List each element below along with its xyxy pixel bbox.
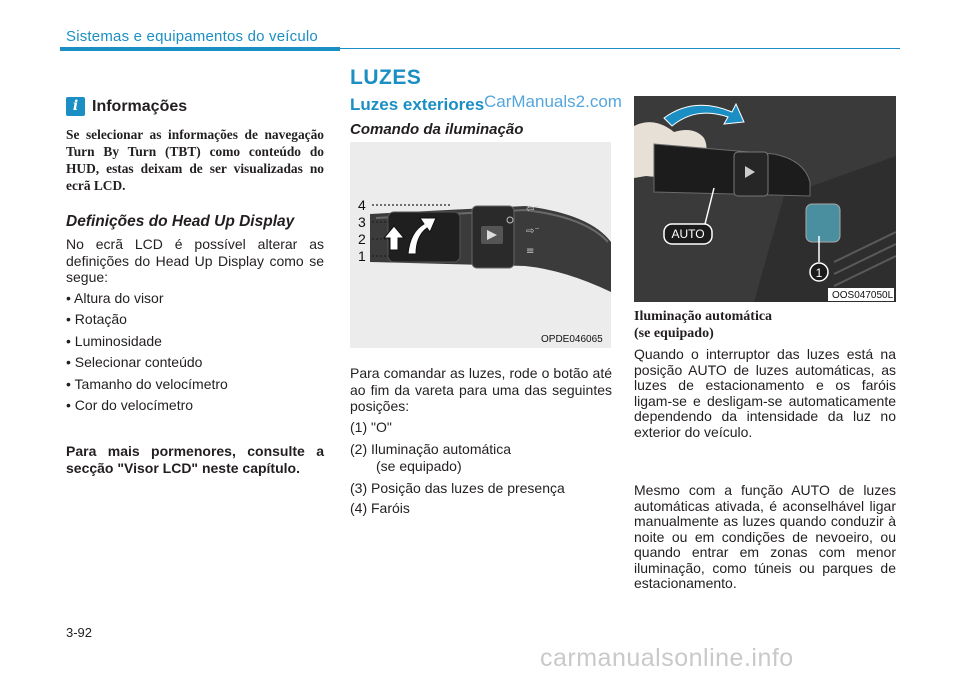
position-item-2-note: (se equipado) <box>376 458 462 474</box>
position-item-3: (3) Posição das luzes de presença <box>350 480 565 496</box>
header-rule-thin <box>340 48 900 49</box>
page-number: 3-92 <box>66 625 93 640</box>
position-item-2: (2) Iluminação automática <box>350 441 512 457</box>
lights-instructions: Para comandar as luzes, rode o botão até ao fim da vareta para uma das seguintes posições: <box>350 365 612 414</box>
hud-settings-intro: No ecrã LCD é possível alterar as definições do Head Up Display como se segue: <box>66 236 324 285</box>
marker-label-1: 1 <box>815 266 823 280</box>
svg-text:⇨⁻: ⇨⁻ <box>526 226 540 237</box>
info-icon: i <box>66 97 85 116</box>
position-label-2: 2 <box>358 231 366 247</box>
position-item-4: (4) Faróis <box>350 500 410 516</box>
subsection-title: Luzes exteriores <box>350 95 485 114</box>
auto-lighting-title-line1: Iluminação automática <box>634 309 773 324</box>
auto-callout-label: AUTO <box>671 227 705 241</box>
hud-settings-list <box>66 290 324 418</box>
info-body: Se selecionar as informações de navegação Turn By Turn (TBT) como conteúdo do HUD, estas deixam de ser visualizadas no ecrã LCD. <box>66 127 324 193</box>
page-header-title: Sistemas e equipamentos do veículo <box>66 28 318 45</box>
list-item: • Tamanho do velocímetro <box>66 375 228 392</box>
svg-text:≡: ≡ <box>526 246 535 257</box>
list-item: • Altura do visor <box>66 290 164 306</box>
list-item: • Rotação <box>66 311 127 328</box>
auto-light-figure <box>634 96 896 302</box>
figure-caption: OPDE046065 <box>541 334 603 345</box>
position-label-1: 1 <box>358 248 366 264</box>
control-title: Comando da iluminação <box>350 121 524 138</box>
auto-lighting-title <box>634 308 772 342</box>
auto-lighting-para1: Quando o interruptor das luzes está na posição AUTO de luzes automáticas, as luzes de estacionamento e os faróis ligam-se e desligam-se automaticamente dependendo da intensidade da luz no exterior do veículo. <box>634 346 896 440</box>
svg-text:⇦⁻: ⇦⁻ <box>526 204 540 215</box>
list-item: • Cor do velocímetro <box>66 396 194 413</box>
figure-caption: OOS047050L <box>832 290 894 301</box>
list-item: • Luminosidade <box>66 332 162 349</box>
auto-lighting-para2: Mesmo com a função AUTO de luzes automáticas ativada, é aconselhável ligar manualmente as luzes quando conduzir à noite ou em condições de nevoeiro, ou quando entrar em zonas com menor iluminação, como túneis ou parques de estacionamento. <box>634 482 896 591</box>
watermark-bottom: carmanualsonline.info <box>540 644 794 672</box>
position-label-4: 4 <box>358 197 366 213</box>
hud-settings-title: Definições do Head Up Display <box>66 213 295 230</box>
auto-light-illustration <box>634 96 896 302</box>
list-item: • Selecionar conteúdo <box>66 354 203 371</box>
header-rule <box>60 47 340 51</box>
section-title: LUZES <box>350 66 422 89</box>
position-item-1: (1) "O" <box>350 419 392 435</box>
info-title: Informações <box>92 98 188 115</box>
light-stalk-illustration <box>350 142 611 348</box>
position-label-3: 3 <box>358 214 366 230</box>
hud-settings-note: Para mais pormenores, consulte a secção "Visor LCD" neste capítulo. <box>66 443 324 476</box>
light-switch-figure <box>350 142 611 348</box>
auto-lighting-title-line2: (se equipado) <box>634 326 714 341</box>
watermark-top: CarManuals2.com <box>484 92 622 111</box>
